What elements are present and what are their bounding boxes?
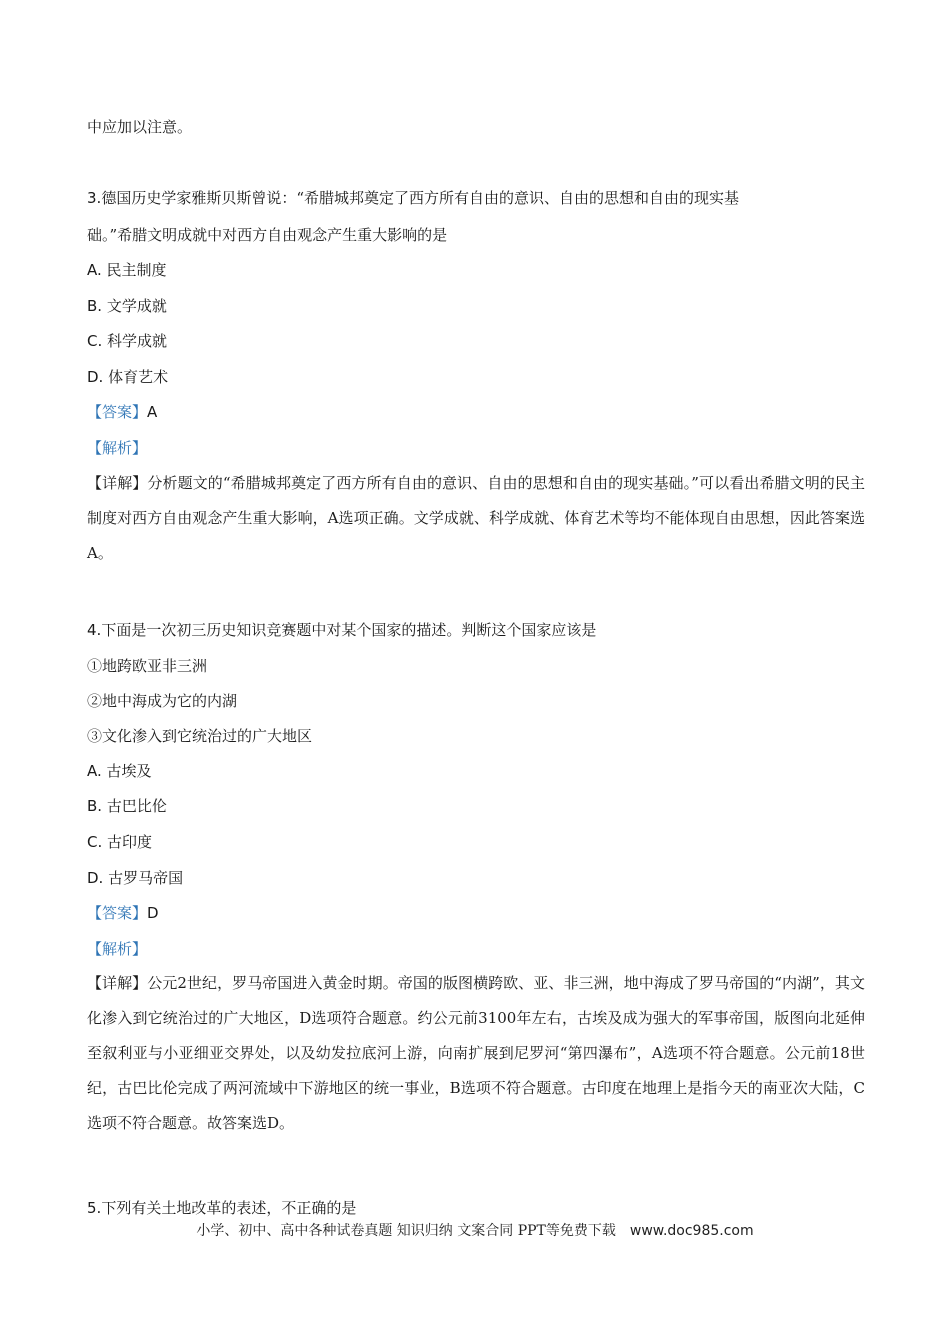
q3-option-c: C. 科学成就 xyxy=(87,332,168,350)
q3-analysis-tag: 【解析】 xyxy=(87,439,148,457)
q4-stem: 4.下面是一次初三历史知识竞赛题中对某个国家的描述。判断这个国家应该是 xyxy=(87,621,597,639)
q3-answer: 【答案】A xyxy=(87,403,158,421)
page-footer xyxy=(0,1220,950,1240)
q3-option-b: B. 文学成就 xyxy=(87,297,167,315)
q5-stem: 5.下列有关土地改革的表述，不正确的是 xyxy=(87,1199,357,1217)
top-fragment: 中应加以注意。 xyxy=(87,118,193,136)
q4-item-2: ②地中海成为它的内湖 xyxy=(87,692,238,710)
q4-answer: 【答案】D xyxy=(87,904,159,922)
q3-stem-line1: 3.德国历史学家雅斯贝斯曾说：“希腊城邦奠定了西方所有自由的意识、自由的思想和自由的现实基 xyxy=(87,189,739,207)
q3-stem-line2: 础。”希腊文明成就中对西方自由观念产生重大影响的是 xyxy=(87,226,448,244)
footer-text: 小学、初中、高中各种试卷真题 知识归纳 文案合同 PPT等免费下载 xyxy=(196,1223,616,1239)
q3-number: 3. xyxy=(87,189,102,207)
q4-detail: 【详解】公元2世纪，罗马帝国进入黄金时期。帝国的版图横跨欧、亚、非三洲，地中海成了罗马帝国的“内湖”，其文化渗入到它统治过的广大地区，D选项符合题意。约公元前3100年左右，古埃及成为强大的军事帝国，版图向北延伸至叙利亚与小亚细亚交界处，以及幼发拉底河上游，向南扩展到尼罗河“第四瀑布”，A选项不符合题意。公元前18世纪，古巴比伦完成了两河流域中下游地区的统一事业，B选项不符合题意。古印度在地理上是指今天的南亚次大陆，C选项不符合题意。故答案选D。 xyxy=(87,974,865,1132)
q4-analysis-tag: 【解析】 xyxy=(87,940,148,958)
q4-option-a: A. 古埃及 xyxy=(87,762,152,780)
q4-option-c: C. 古印度 xyxy=(87,833,153,851)
q3-option-a: A. 民主制度 xyxy=(87,261,167,279)
q4-option-d: D. 古罗马帝国 xyxy=(87,869,184,887)
q4-option-b: B. 古巴比伦 xyxy=(87,797,167,815)
q4-item-3: ③文化渗入到它统治过的广大地区 xyxy=(87,727,313,745)
q3-option-d: D. 体育艺术 xyxy=(87,368,169,386)
q4-number: 4. xyxy=(87,621,102,639)
footer-url[interactable]: www.doc985.com xyxy=(629,1223,754,1239)
q3-detail: 【详解】分析题文的“希腊城邦奠定了西方所有自由的意识、自由的思想和自由的现实基础。”可以看出希腊文明的民主制度对西方自由观念产生重大影响，A选项正确。文学成就、科学成就、体育艺术等均不能体现自由思想，因此答案选A。 xyxy=(87,474,865,562)
q4-item-1: ①地跨欧亚非三洲 xyxy=(87,657,208,675)
q5-number: 5. xyxy=(87,1199,102,1217)
